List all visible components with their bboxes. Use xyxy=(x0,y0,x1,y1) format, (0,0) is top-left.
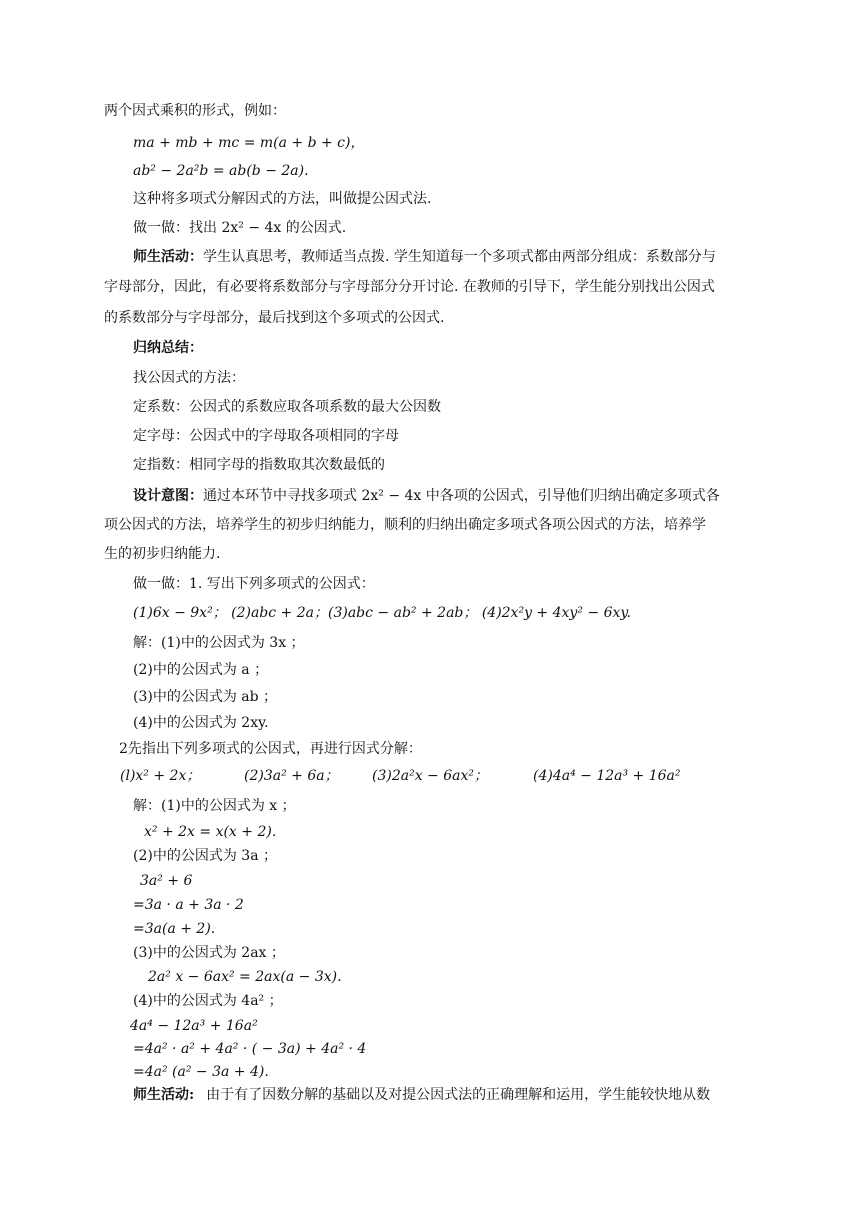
text-line: 2先指出下列多项式的公因式，再进行因式分解： xyxy=(119,741,422,757)
text-line: 字母部分，因此，有必要将系数部分与字母部分分开讨论. 在教师的引导下，学生能分别找出公因式 xyxy=(104,279,715,295)
text-line: (3)中的公因式为 2ax ； xyxy=(133,945,285,961)
text-line: 解：(1)中的公因式为 x ； xyxy=(133,798,296,814)
text-line: 生的初步归纳能力. xyxy=(104,546,221,562)
text-line: 两个因式乘积的形式，例如： xyxy=(104,103,286,119)
text-line: 找公因式的方法： xyxy=(133,370,245,386)
formula-line: x² + 2x = x(x + 2). xyxy=(144,824,277,840)
text-line: 做一做：1. 写出下列多项式的公因式： xyxy=(133,576,375,592)
formula-line: (4)4a⁴ − 12a³ + 16a² xyxy=(533,768,681,784)
text-line: (3)中的公因式为 ab ； xyxy=(133,689,278,705)
formula-line: =3a · a + 3a · 2 xyxy=(133,897,244,913)
heading-summary: 归纳总结： xyxy=(133,340,203,356)
text-line: 解：(1)中的公因式为 3x ； xyxy=(133,635,305,651)
heading-design-intent: 设计意图： xyxy=(133,488,203,504)
text-line: 通过本环节中寻找多项式 2x² − 4x 中各项的公因式，引导他们归纳出确定多项式各 xyxy=(203,488,720,504)
heading-teacher-student: 师生活动: xyxy=(133,1087,195,1103)
formula-line: =3a(a + 2). xyxy=(133,921,216,937)
formula-line: =4a² (a² − 3a + 4). xyxy=(133,1064,269,1080)
formula-line: (l)x² + 2x； xyxy=(120,768,201,784)
formula-line: 2a² x − 6ax² = 2ax(a − 3x). xyxy=(148,969,342,985)
text-line: 学生认真思考，教师适当点拨. 学生知道每一个多项式都由两部分组成：系数部分与 xyxy=(203,249,716,265)
formula-line: (1)6x − 9x²； (2)abc + 2a；(3)abc − ab² + 2ab； (4)2x²y + 4xy² − 6xy. xyxy=(133,605,631,621)
text-line: 项公因式的方法，培养学生的初步归纳能力，顺利的归纳出确定多项式各项公因式的方法，培养学 xyxy=(104,517,706,533)
paragraph-teacher-student-2 xyxy=(133,1085,710,1105)
text-line: 由于有了因数分解的基础以及对提公因式法的正确理解和运用，学生能较快地从数 xyxy=(206,1087,711,1103)
formula-line: (2)3a² + 6a； xyxy=(244,768,339,784)
text-line: 的系数部分与字母部分，最后找到这个多项式的公因式. xyxy=(104,310,445,326)
text-line: (2)中的公因式为 3a ； xyxy=(133,848,277,864)
text-line: 定系数：公因式的系数应取各项系数的最大公因数 xyxy=(133,399,441,415)
paragraph-teacher-student-1 xyxy=(133,247,716,267)
formula-line: =4a² · a² + 4a² · ( − 3a) + 4a² · 4 xyxy=(133,1041,367,1057)
paragraph-design-intent xyxy=(133,486,720,506)
text-line: (2)中的公因式为 a ； xyxy=(133,662,269,678)
text-line: (4)中的公因式为 4a² ； xyxy=(133,993,283,1009)
heading-teacher-student: 师生活动： xyxy=(133,249,203,265)
text-line: 定字母：公因式中的字母取各项相同的字母 xyxy=(133,428,399,444)
text-line: 这种将多项式分解因式的方法，叫做提公因式法. xyxy=(133,191,432,207)
formula-line: (3)2a²x − 6ax²； xyxy=(372,768,488,784)
text-line: 做一做：找出 2x² − 4x 的公因式. xyxy=(133,220,347,236)
formula-line: 4a⁴ − 12a³ + 16a² xyxy=(130,1018,258,1034)
text-line: (4)中的公因式为 2xy. xyxy=(133,715,269,731)
formula-line: ab² − 2a²b = ab(b − 2a). xyxy=(133,163,309,179)
text-line: 定指数：相同字母的指数取其次数最低的 xyxy=(133,457,385,473)
formula-line: 3a² + 6 xyxy=(140,873,193,889)
formula-line: ma + mb + mc = m(a + b + c)， xyxy=(133,135,365,151)
